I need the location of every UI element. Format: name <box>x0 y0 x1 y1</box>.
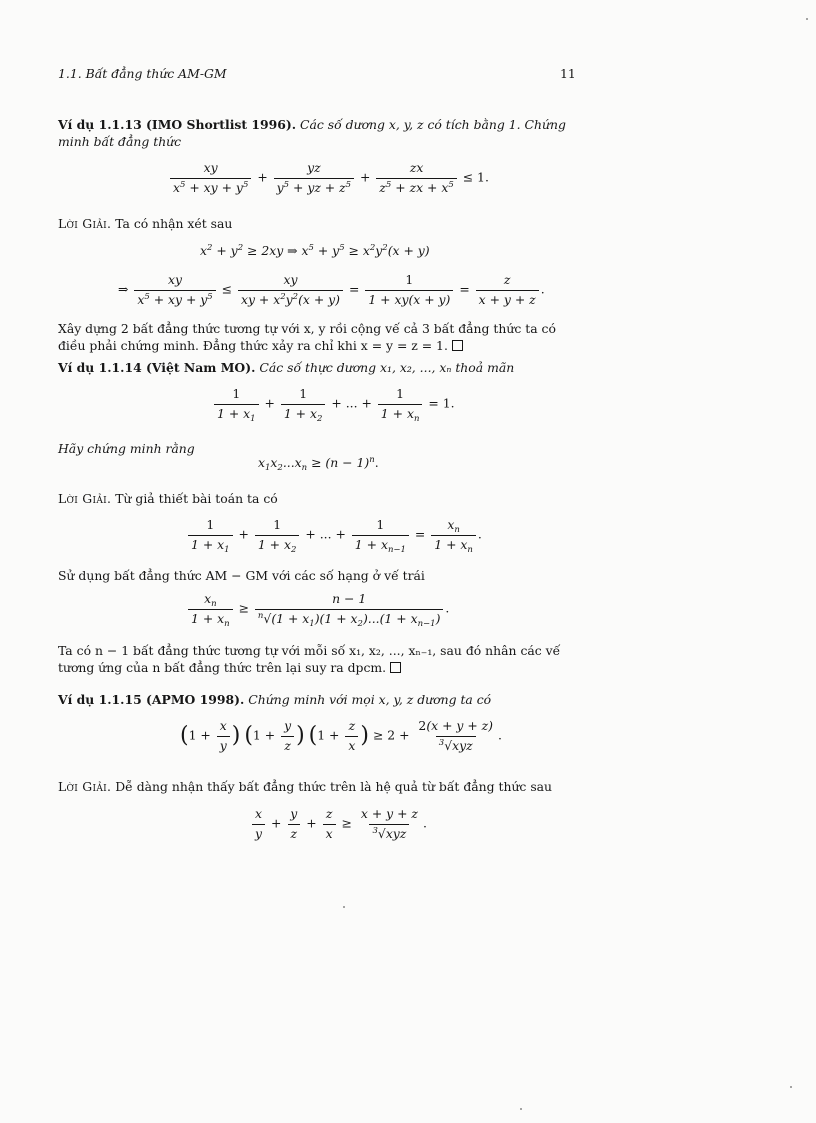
solution-1-1-14-intro <box>58 491 578 508</box>
qed-box-icon <box>390 662 401 673</box>
equation-step-13a: $x^2 + y^2 \ge 2xy$ ⇒ $x^5 + y^5 \ge x^2y^2(x + y)$ <box>200 243 430 258</box>
running-header <box>58 66 586 83</box>
solution-text: Sử dụng bất đẳng thức AM − GM với các số hạng ở vế trái <box>58 568 425 583</box>
example-1-1-13 <box>58 117 578 150</box>
solution-text: Dễ dàng nhận thấy bất đẳng thức trên là hệ quả từ bất đẳng thức sau <box>115 779 553 794</box>
example-1-1-15 <box>58 692 578 709</box>
equation-condition-14: $\frac{1}{1 + x_1}$ + $\frac{1}{1 + x_2}$ + ... + $\frac{1}{1 + x_n}$ = 1. <box>212 386 455 422</box>
solution-1-1-15-intro <box>58 779 578 796</box>
qed-box-icon <box>452 340 463 351</box>
solution-1-1-13-intro <box>58 216 578 233</box>
solution-text: Từ giả thiết bài toán ta có <box>115 491 278 506</box>
scan-speck <box>790 1086 792 1088</box>
equation-step-13b: ⇒ $\frac{xy}{x^5 + xy + y^5}$ ≤ $\frac{xy}{xy + x^2y^2(x + y)}$ = $\frac{1}{1 + xy(x + y)}$ = $\frac{z}{x + y + z}$ . <box>118 272 545 307</box>
example-statement: Hãy chứng minh rằng <box>58 441 195 456</box>
equation-step-14a: $\frac{1}{1 + x_1}$ + $\frac{1}{1 + x_2}$ + ... + $\frac{1}{1 + x_{n-1}}$ = $\frac{x_n}{1 + x_n}$ . <box>186 517 482 553</box>
scan-speck <box>520 1108 522 1110</box>
equation-goal-14: $x_1x_2...x_n \ge (n - 1)^n$. <box>258 455 379 473</box>
solution-text: Xây dựng 2 bất đẳng thức tương tự với x, y rồi cộng vế cả 3 bất đẳng thức ta có điều phải chứng minh. Đẳng thức xảy ra chỉ khi x = y = z = 1. <box>58 321 556 353</box>
solution-label: Lời Giải. <box>58 779 112 794</box>
solution-1-1-14-amgm <box>58 568 578 585</box>
example-statement: Các số thực dương x₁, x₂, ..., xₙ thoả mãn <box>259 360 515 375</box>
solution-text: Ta có n − 1 bất đẳng thức tương tự với mỗi số x₁, x₂, ..., xₙ₋₁, sau đó nhân các vế tương ứng của n bất đẳng thức trên lại suy ra dpcm. <box>58 643 561 675</box>
example-label: Ví dụ 1.1.14 (Việt Nam MO). <box>58 360 256 375</box>
example-label: Ví dụ 1.1.15 (APMO 1998). <box>58 692 245 707</box>
solution-label: Lời Giải. <box>58 491 112 506</box>
solution-text: Ta có nhận xét sau <box>115 216 233 231</box>
solution-1-1-13-conclusion <box>58 321 576 354</box>
scan-speck <box>806 18 808 20</box>
equation-main-13: $\frac{xy}{x^5 + xy + y^5}$ + $\frac{yz}{y^5 + yz + z^5}$ + $\frac{zx}{z^5 + zx + x^5}$ ≤ 1. <box>168 160 489 196</box>
scan-speck <box>343 906 345 908</box>
equation-main-15: (1 + $\frac{x}{y}$ ) (1 + $\frac{y}{z}$ ) (1 + $\frac{z}{x}$ ) ≥ 2 + $\frac{2(x + y + z)}{^3√xyz}$ . <box>180 718 502 753</box>
example-label: Ví dụ 1.1.13 (IMO Shortlist 1996). <box>58 117 297 132</box>
example-statement: Các số dương x, y, z có tích bằng 1. Chứng minh bất đẳng thức <box>58 117 566 149</box>
page-number: 11 <box>560 66 576 81</box>
solution-1-1-14-conclusion <box>58 643 578 676</box>
solution-label: Lời Giải. <box>58 216 112 231</box>
equation-step-15: $\frac{x}{y}$ + $\frac{y}{z}$ + $\frac{z}{x}$ ≥ $\frac{x + y + z}{^3√xyz}$ . <box>250 806 427 842</box>
section-title: 1.1. Bất đẳng thức AM-GM <box>58 66 227 81</box>
equation-step-14b: $\frac{x_n}{1 + x_n}$ ≥ $\frac{n - 1}{^n√(1 + x_1)(1 + x_2)...(1 + x_{n-1})}$ . <box>186 591 449 627</box>
example-1-1-14 <box>58 360 578 377</box>
example-statement: Chứng minh với mọi x, y, z dương ta có <box>248 692 492 707</box>
